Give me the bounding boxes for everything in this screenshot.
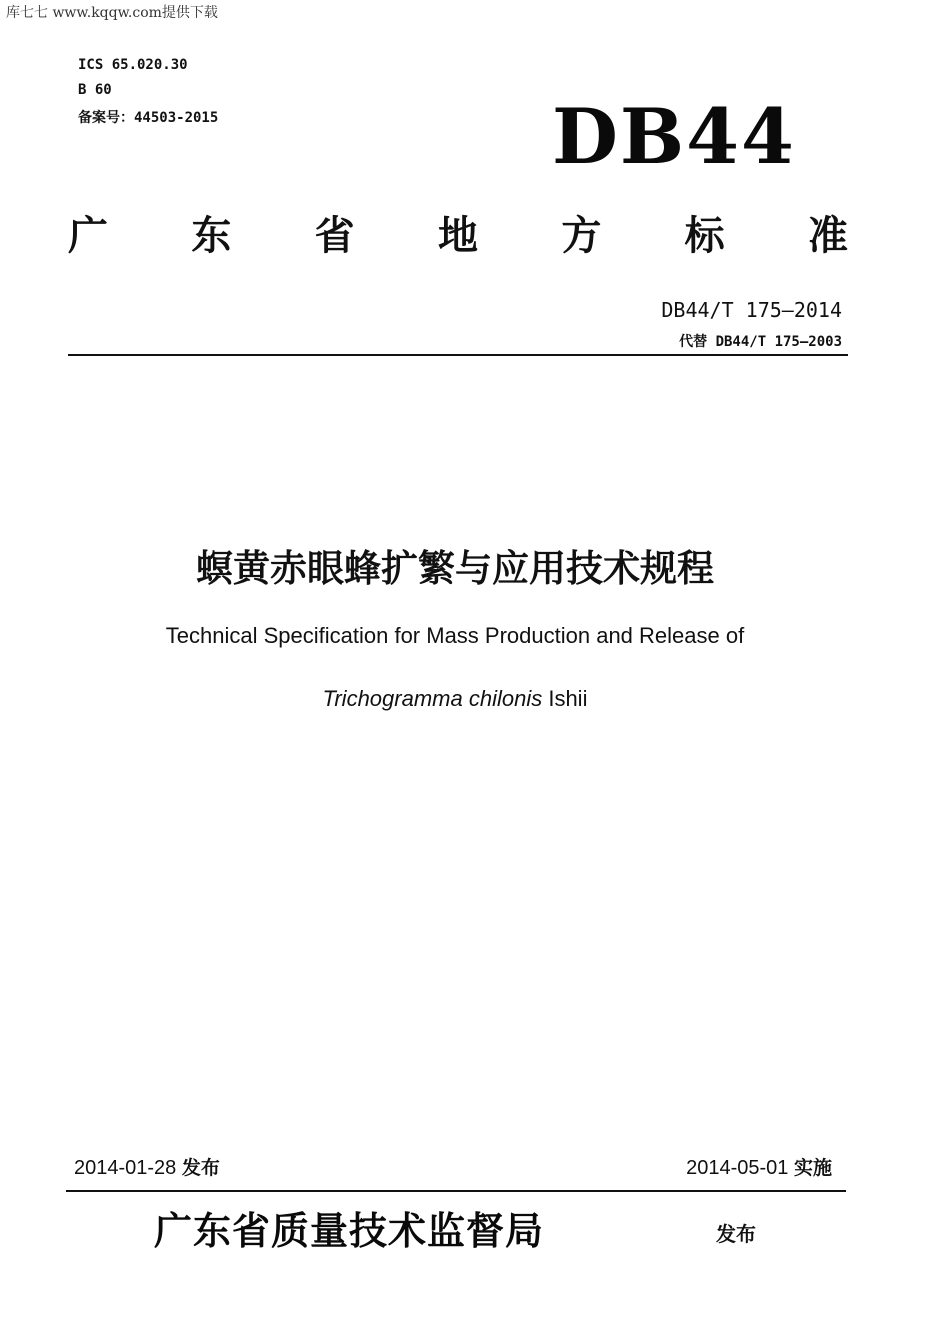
document-title-english-species [0,686,910,712]
header-divider [68,354,848,356]
document-title-chinese: 螟黄赤眼蜂扩繁与应用技术规程 [196,547,714,590]
title-char: 标 [684,213,725,259]
watermark-text: 库七七 www.kqqw.com提供下载 [6,5,218,21]
filing-number: 备案号：44503-2015 [78,110,219,126]
publish-label: 发布 [716,1222,756,1246]
issue-date-label: 发布 [181,1157,220,1179]
standard-code-logo: DB44 [552,92,796,181]
effective-date [686,1153,832,1180]
title-char: 东 [191,213,232,259]
publisher-name: 广东省质量技术监督局 [154,1208,545,1253]
issue-date [74,1153,220,1180]
ics-code: ICS 65.020.30 [78,57,188,73]
document-title-english: Technical Specification for Mass Production and Release of [165,623,745,648]
effective-date-label: 实施 [793,1157,832,1179]
title-char: 准 [807,213,848,259]
footer-divider [66,1190,846,1192]
title-char: 广 [68,213,108,259]
replaces-standard: 代替 DB44/T 175—2003 [679,334,842,350]
species-name: Trichogramma chilonis [322,686,543,711]
standard-category-title [68,204,848,261]
title-char: 省 [314,213,355,259]
title-char: 方 [561,213,602,259]
title-char: 地 [437,213,478,259]
standard-number: DB44/T 175—2014 [661,298,842,322]
species-author: Ishii [548,686,588,711]
effective-date-value: 2014-05-01 [686,1157,789,1179]
issue-date-value: 2014-01-28 [74,1157,177,1179]
ccs-code: B 60 [78,82,112,98]
